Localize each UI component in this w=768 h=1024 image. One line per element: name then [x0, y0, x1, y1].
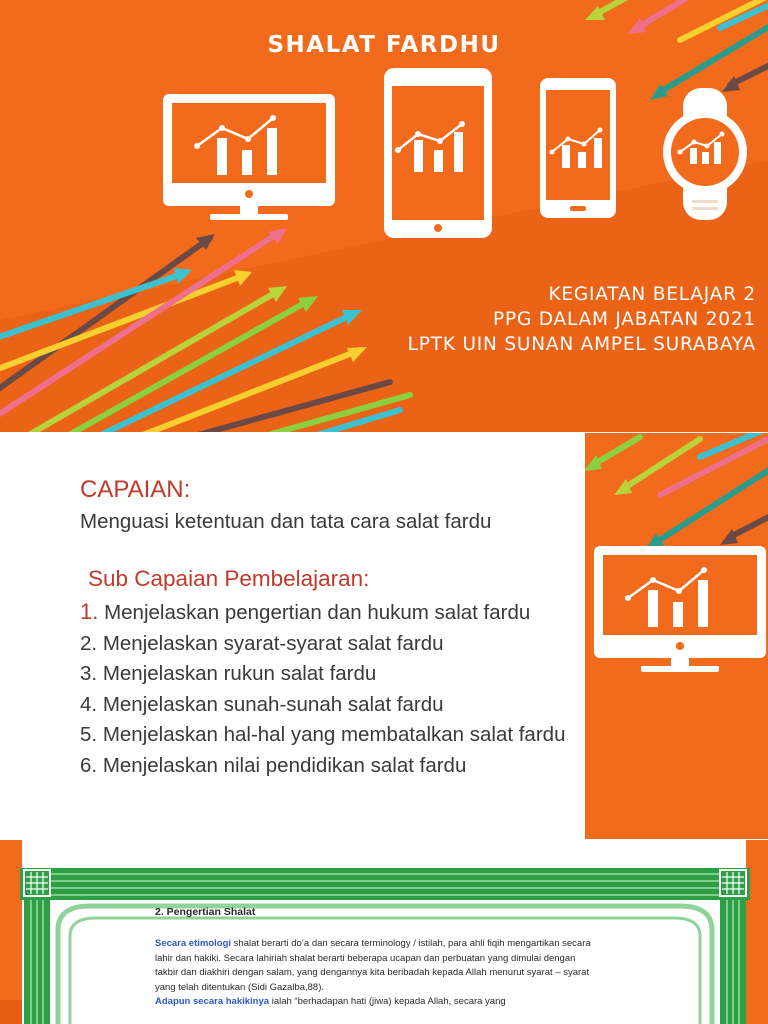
list-item-number: 5.	[80, 723, 98, 746]
title-slide	[0, 0, 768, 432]
tablet-chart-icon	[384, 68, 492, 238]
monitor-chart-icon	[594, 546, 766, 672]
highlight-term: Adapun secara hakikinya	[155, 996, 270, 1007]
list-item-text: Menjelaskan nilai pendidikan salat fardu	[102, 753, 467, 777]
paragraph-text: shalat berarti do’a dan secara terminology / istilah, para ahli fiqih mengartikan secara lahir dan hakiki. Secara lahiriah shalat berarti beberapa ucapan dan perbuatan yang dimulai dengan takbir dan diakhiri dengan salam, yang dengannya kita beribadah kepada Allah menurut syarat – syarat yang telah ditentukan (Sidi Gazalba,88).	[155, 938, 591, 993]
definition-text	[155, 937, 595, 1010]
list-item-number: 3.	[80, 662, 98, 685]
monitor-chart-icon	[163, 94, 335, 220]
paragraph-essence	[155, 995, 595, 1010]
list-item-text: Menjelaskan syarat-syarat salat fardu	[102, 631, 444, 655]
info-line-institution: LPTK UIN SUNAN AMPEL SURABAYA	[407, 334, 756, 355]
paragraph-etymology	[155, 937, 595, 995]
phone-chart-icon	[540, 78, 616, 218]
list-item-number: 6.	[80, 753, 98, 777]
section-title: 2. Pengertian Shalat	[155, 906, 256, 918]
list-item	[80, 597, 570, 629]
list-item-text: Menjelaskan pengertian dan hukum salat fardu	[104, 601, 531, 624]
list-item	[80, 751, 570, 782]
list-item-text: Menjelaskan sunah-sunah salat fardu	[102, 692, 444, 716]
list-item	[80, 720, 570, 751]
list-item	[80, 629, 570, 660]
decorative-arrows-graphic	[0, 0, 768, 432]
sub-capaian-heading: Sub Capaian Pembelajaran:	[88, 566, 370, 591]
definition-slide	[0, 840, 768, 1024]
list-item	[80, 659, 570, 690]
slide-title: SHALAT FARDHU	[267, 32, 501, 58]
list-item-number: 1.	[80, 599, 99, 624]
capaian-text: Menguasi ketentuan dan tata cara salat fardu	[80, 510, 492, 533]
list-item-text: Menjelaskan rukun salat fardu	[102, 662, 377, 685]
highlight-term: Secara etimologi	[155, 938, 232, 949]
capaian-heading: CAPAIAN:	[80, 476, 191, 503]
course-info	[408, 282, 756, 357]
list-item	[80, 690, 570, 721]
list-item-number: 4.	[80, 692, 98, 716]
learning-outcomes-slide	[0, 433, 768, 839]
list-item-text: Menjelaskan hal-hal yang membatalkan salat fardu	[102, 723, 566, 746]
outcomes-list	[80, 597, 570, 781]
paragraph-text: ialah “berhadapan hati (jiwa) kepada Allah, secara yang	[269, 996, 506, 1007]
info-line-program: PPG DALAM JABATAN 2021	[493, 309, 756, 330]
info-line-activity: KEGIATAN BELAJAR 2	[548, 284, 756, 305]
list-item-number: 2.	[80, 631, 98, 655]
